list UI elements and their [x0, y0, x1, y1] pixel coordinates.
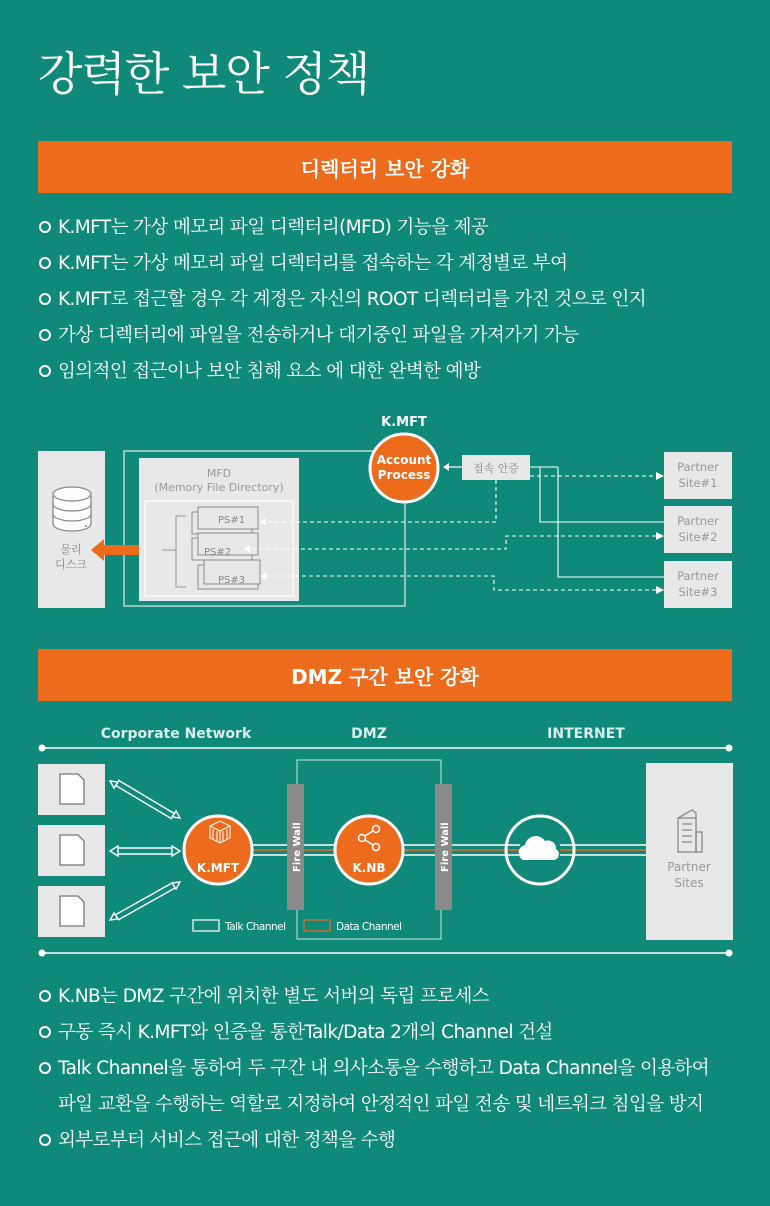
mfd-subtitle: (Memory File Directory)	[154, 481, 284, 494]
svg-text:K.NB: K.NB	[352, 861, 386, 875]
data-channel-swatch	[304, 920, 330, 931]
data-flow-lines	[252, 476, 656, 590]
list-item: K.MFT는 가상 메모리 파일 디렉터리(MFD) 기능을 제공	[38, 213, 646, 249]
list-item: 외부로부터 서비스 접근에 대한 정책을 수행	[38, 1126, 709, 1162]
list-item: 임의적인 접근이나 보안 침해 요소 에 대한 완벽한 예방	[38, 357, 646, 393]
partner-site-1	[664, 452, 732, 499]
section-header-dmz-security: DMZ 구간 보안 강화	[38, 649, 732, 701]
firewall-1	[287, 784, 304, 910]
svg-text:Site#1: Site#1	[678, 476, 718, 490]
list-item: 가상 디렉터리에 파일을 전송하거나 대기중인 파일을 가져가기 가능	[38, 321, 646, 357]
svg-text:Site#2: Site#2	[678, 530, 718, 544]
svg-text:Fire Wall: Fire Wall	[292, 822, 303, 872]
page-title: 강력한 보안 정책	[38, 47, 370, 101]
cloud-icon	[519, 836, 559, 860]
bullet-circle-icon	[39, 990, 51, 1002]
section2-bullet-list	[38, 982, 709, 1162]
svg-text:PS#3: PS#3	[218, 575, 246, 586]
list-item: 구동 즉시 K.MFT와 인증을 통한Talk/Data 2개의 Channel 건설	[38, 1018, 709, 1054]
database-icon	[53, 487, 91, 531]
svg-text:Process: Process	[377, 468, 431, 482]
document-icon	[60, 835, 84, 865]
list-item-continuation: 파일 교환을 수행하는 역할로 지정하여 안정적인 파일 전송 및 네트워크 침입을 방지	[58, 1094, 704, 1115]
svg-text:Partner: Partner	[667, 860, 711, 874]
svg-text:K.MFT: K.MFT	[196, 861, 240, 875]
legend-talk-channel: Talk Channel	[225, 921, 286, 933]
zone-label-internet: INTERNET	[547, 726, 625, 742]
auth-lines	[530, 467, 664, 577]
svg-text:Partner: Partner	[677, 514, 719, 528]
list-item: K.MFT로 접근할 경우 각 계정은 자신의 ROOT 디렉터리를 가진 것으로 인지	[38, 285, 646, 321]
svg-text:Fire Wall: Fire Wall	[440, 822, 451, 872]
kmft-label: K.MFT	[381, 415, 427, 430]
bullet-circle-icon	[39, 1134, 51, 1146]
svg-text:Account: Account	[376, 453, 432, 467]
list-item: K.MFT는 가상 메모리 파일 디렉터리를 접속하는 각 계정별로 부여	[38, 249, 646, 285]
dmz-diagram	[0, 700, 770, 970]
ps3-folder	[198, 560, 260, 589]
ps1-folder	[192, 507, 258, 534]
kmft-node	[184, 816, 252, 884]
client-document-1	[38, 764, 105, 815]
bullet-circle-icon	[39, 1026, 51, 1038]
section-header-directory-security: 디렉터리 보안 강화	[38, 141, 732, 193]
zone-label-corporate: Corporate Network	[100, 726, 252, 742]
list-item: Talk Channel을 통하여 두 구간 내 의사소통을 수행하고 Data Channel을 이용하여	[38, 1054, 709, 1090]
svg-text:Site#3: Site#3	[678, 585, 718, 599]
document-icon	[60, 896, 84, 926]
svg-text:PS#1: PS#1	[218, 515, 246, 526]
partner-sites-panel	[646, 763, 733, 940]
legend-data-channel: Data Channel	[336, 921, 402, 933]
client-arrows	[110, 780, 180, 920]
physical-disk-label: 물리	[60, 543, 82, 556]
svg-text:PS#2: PS#2	[204, 547, 232, 558]
document-icon	[60, 774, 84, 804]
firewall-2	[435, 784, 452, 910]
mfd-title: MFD	[206, 467, 232, 480]
client-document-2	[38, 825, 105, 876]
auth-label: 접속 안증	[472, 462, 520, 475]
knb-node	[335, 816, 403, 884]
list-item: K.NB는 DMZ 구간에 위치한 별도 서버의 독립 프로세스	[38, 982, 709, 1018]
partner-site-2	[664, 506, 732, 553]
svg-text:Partner: Partner	[677, 460, 719, 474]
partner-site-3	[664, 561, 732, 608]
zone-label-dmz: DMZ	[351, 726, 387, 742]
svg-text:디스크: 디스크	[55, 558, 87, 571]
bullet-circle-icon	[39, 1062, 51, 1074]
talk-channel-swatch	[193, 920, 219, 931]
client-document-3	[38, 886, 105, 937]
svg-text:Partner: Partner	[677, 569, 719, 583]
svg-text:Sites: Sites	[674, 876, 704, 890]
